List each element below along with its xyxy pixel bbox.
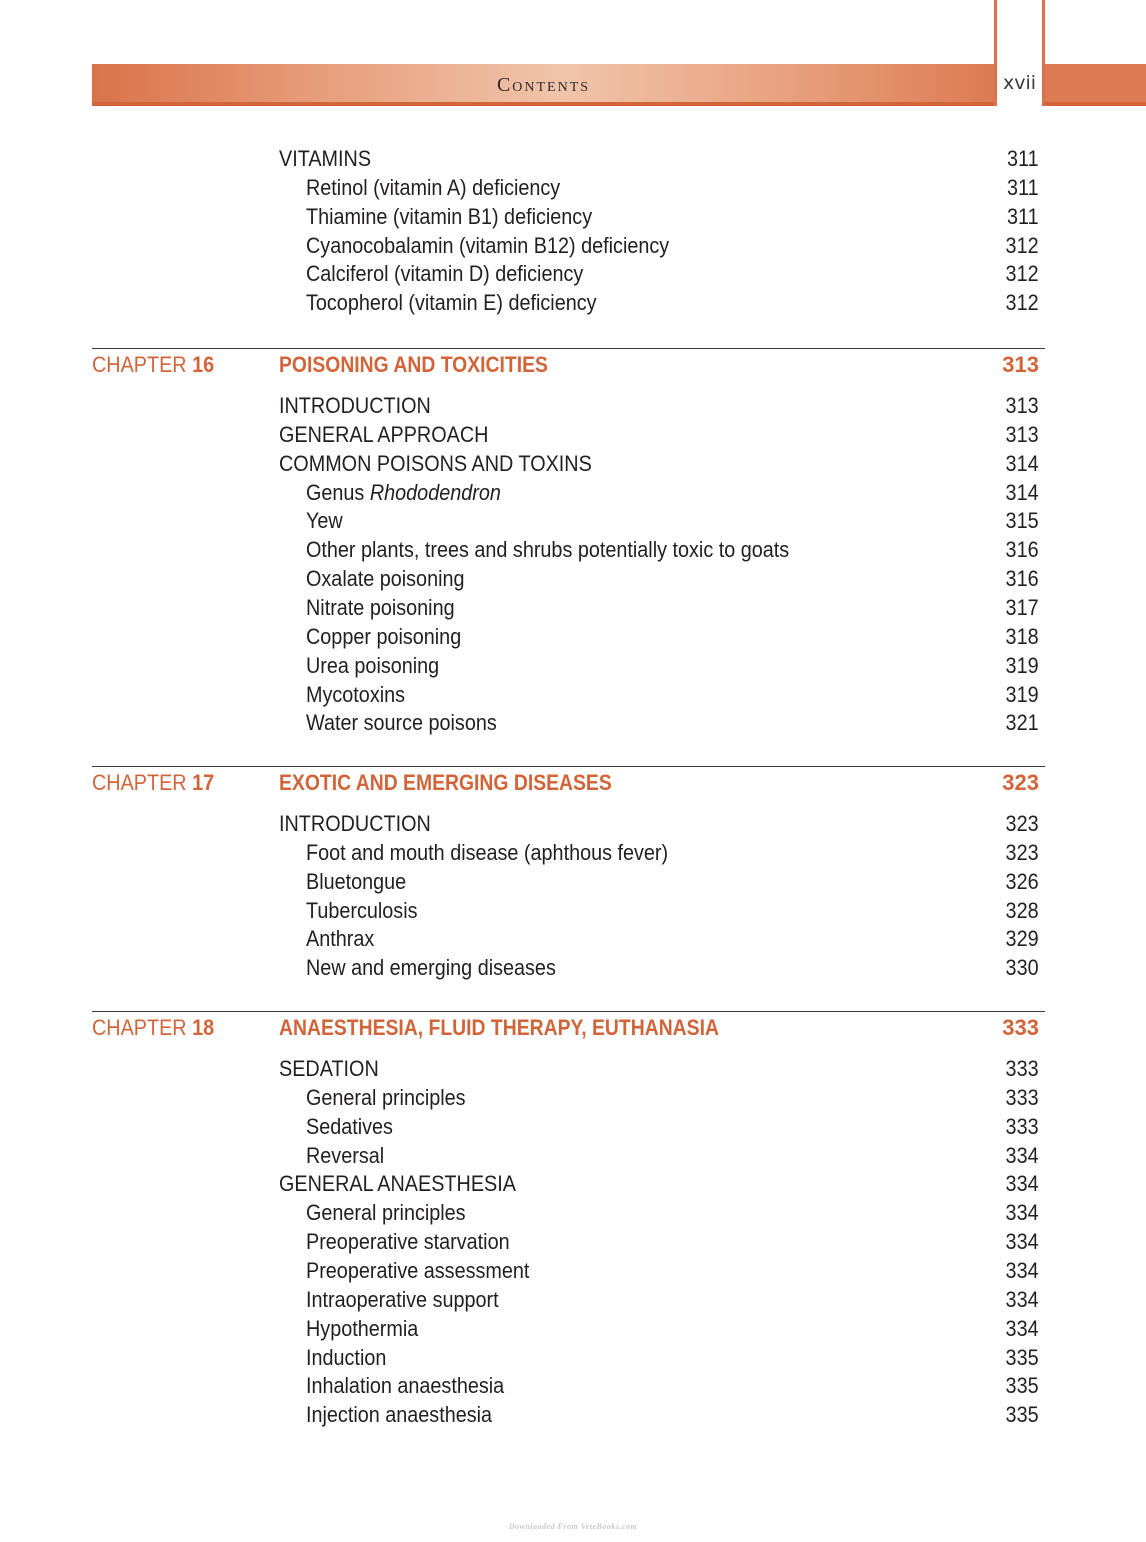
toc-entry-page: 313	[1005, 393, 1039, 418]
toc-entry[interactable]	[279, 1227, 1039, 1256]
toc-entry-label: Nitrate poisoning	[306, 594, 455, 620]
toc-entry[interactable]	[279, 622, 1039, 651]
toc-entry[interactable]	[279, 651, 1039, 680]
chapter-page: 323	[1002, 770, 1039, 795]
toc-entry-label: Bluetongue	[306, 868, 407, 894]
toc-entry-page: 326	[1005, 868, 1039, 894]
toc-entry[interactable]	[279, 1198, 1039, 1227]
toc-entry-label: Tuberculosis	[306, 897, 418, 923]
toc-entry-label: Oxalate poisoning	[306, 566, 465, 592]
toc-entry-page: 323	[1005, 811, 1039, 836]
toc-entry-label: Reversal	[306, 1142, 385, 1168]
toc-entry-page: 319	[1005, 681, 1039, 707]
toc-entry[interactable]	[279, 173, 1039, 202]
toc-entry-label: Sedatives	[306, 1113, 393, 1139]
toc-entry[interactable]	[279, 1083, 1039, 1112]
running-header-band	[92, 64, 995, 106]
watermark: Downloaded From VeteBooks.com	[508, 1522, 638, 1531]
toc-entry[interactable]	[279, 680, 1039, 709]
chapter-title[interactable]: POISONING AND TOXICITIES	[279, 352, 548, 377]
toc-entry[interactable]	[279, 535, 1039, 564]
toc-entry-page: 314	[1005, 479, 1039, 505]
toc-entry[interactable]	[279, 478, 1039, 507]
toc-entry-page: 314	[1005, 450, 1039, 476]
toc-entry-label: Injection anaesthesia	[306, 1402, 493, 1428]
toc-entry-page: 330	[1005, 955, 1039, 981]
toc-entry-page: 335	[1005, 1344, 1039, 1370]
chapter-title[interactable]: EXOTIC AND EMERGING DISEASES	[279, 770, 612, 795]
toc-entry-label: INTRODUCTION	[279, 811, 431, 836]
toc-entry[interactable]	[279, 506, 1039, 535]
toc-entry-label: COMMON POISONS AND TOXINS	[279, 450, 592, 476]
toc-entry[interactable]	[279, 391, 1039, 420]
toc-entry[interactable]	[279, 953, 1039, 982]
toc-entry-page: 334	[1005, 1171, 1039, 1197]
toc-entry-page: 316	[1005, 537, 1039, 563]
toc-entry-page: 311	[1007, 203, 1039, 229]
toc-entry-page: 335	[1005, 1373, 1039, 1399]
toc-entry[interactable]	[279, 259, 1039, 288]
chapter-prefix: CHAPTER	[92, 770, 187, 795]
toc-entry-label: General principles	[306, 1200, 466, 1226]
chapter-prefix: CHAPTER	[92, 1015, 187, 1040]
toc-entry-page: 313	[1005, 421, 1039, 447]
toc-entry[interactable]	[279, 1343, 1039, 1372]
toc-entry-label: VITAMINS	[279, 146, 372, 171]
toc-entry-label-italic: Rhododendron	[369, 479, 501, 505]
toc-entry-label: Calciferol (vitamin D) deficiency	[306, 261, 584, 287]
toc-entry[interactable]	[279, 1314, 1039, 1343]
toc-entry[interactable]	[279, 867, 1039, 896]
chapter-label	[92, 1013, 214, 1042]
chapter-prefix: CHAPTER	[92, 352, 187, 377]
toc-entry-page: 334	[1005, 1257, 1039, 1283]
toc-entry[interactable]	[279, 708, 1039, 737]
toc-entry-label: INTRODUCTION	[279, 393, 431, 418]
toc-entry[interactable]	[279, 144, 1039, 173]
toc-entry[interactable]	[279, 1112, 1039, 1141]
chapter-label	[92, 768, 214, 797]
toc-entry[interactable]	[279, 809, 1039, 838]
toc-entry[interactable]	[279, 1371, 1039, 1400]
toc-entry[interactable]	[279, 593, 1039, 622]
toc-entry[interactable]	[279, 896, 1039, 925]
toc-entry-page: 334	[1005, 1200, 1039, 1226]
toc-entry-label: Intraoperative support	[306, 1286, 499, 1312]
toc-entry-page: 334	[1005, 1229, 1039, 1255]
chapter-title[interactable]: ANAESTHESIA, FLUID THERAPY, EUTHANASIA	[279, 1015, 719, 1040]
toc-entry-page: 323	[1005, 839, 1039, 865]
toc-entry-label: GENERAL ANAESTHESIA	[279, 1171, 516, 1197]
toc-entry-label: Genus	[306, 479, 370, 505]
toc-entry-page: 321	[1005, 710, 1039, 736]
toc-entry[interactable]	[279, 202, 1039, 231]
toc-entry-label: Urea poisoning	[306, 652, 440, 678]
toc-entry-label: Mycotoxins	[306, 681, 406, 707]
chapter-number: 18	[192, 1015, 215, 1040]
toc-entry-label: SEDATION	[279, 1056, 379, 1081]
chapter-rule	[92, 766, 1045, 767]
chapter-label	[92, 350, 214, 379]
toc-entry-label: Preoperative assessment	[306, 1257, 530, 1283]
toc-entry[interactable]	[279, 838, 1039, 867]
toc-entry-page: 334	[1005, 1315, 1039, 1341]
toc-entry-page: 311	[1007, 146, 1039, 171]
toc-entry-page: 312	[1005, 261, 1039, 287]
toc-entry-page: 311	[1007, 174, 1039, 200]
toc-entry[interactable]	[279, 1285, 1039, 1314]
toc-entry-label: Foot and mouth disease (aphthous fever)	[306, 839, 669, 865]
toc-entry[interactable]	[279, 449, 1039, 478]
page-number: xvii	[1002, 72, 1037, 94]
toc-entry-label: Cyanocobalamin (vitamin B12) deficiency	[306, 232, 670, 258]
running-header-band-edge	[1045, 64, 1146, 106]
chapter-rule	[92, 348, 1045, 349]
toc-entry[interactable]	[279, 288, 1039, 317]
toc-entry-page: 317	[1005, 594, 1039, 620]
chapter-rule	[92, 1011, 1045, 1012]
toc-entry-label: Retinol (vitamin A) deficiency	[306, 174, 561, 200]
toc-entry[interactable]	[279, 420, 1039, 449]
toc-entry-page: 315	[1005, 508, 1039, 534]
toc-entry-page: 333	[1005, 1113, 1039, 1139]
toc-entry-label: Preoperative starvation	[306, 1229, 510, 1255]
toc-entry-label: Other plants, trees and shrubs potentially toxic to goats	[306, 537, 790, 563]
toc-entry[interactable]	[279, 1054, 1039, 1083]
chapter-page: 313	[1002, 352, 1039, 377]
toc-entry-page: 334	[1005, 1286, 1039, 1312]
toc-entry-page: 335	[1005, 1402, 1039, 1428]
toc-entry-label: Hypothermia	[306, 1315, 419, 1341]
running-header-title: Contents	[496, 74, 591, 96]
toc-entry[interactable]	[279, 1141, 1039, 1170]
toc-entry-label: General principles	[306, 1084, 466, 1110]
toc-entry-page: 319	[1005, 652, 1039, 678]
toc-entry-label: Anthrax	[306, 926, 375, 952]
toc-entry[interactable]	[279, 1400, 1039, 1429]
toc-entry-label: Copper poisoning	[306, 623, 462, 649]
toc-entry-label: Tocopherol (vitamin E) deficiency	[306, 290, 597, 316]
toc-entry-page: 333	[1005, 1056, 1039, 1081]
toc-entry-page: 333	[1005, 1084, 1039, 1110]
toc-entry-label: Induction	[306, 1344, 387, 1370]
toc-entry-label: Thiamine (vitamin B1) deficiency	[306, 203, 593, 229]
toc-entry[interactable]	[279, 564, 1039, 593]
toc-entry-page: 318	[1005, 623, 1039, 649]
toc-entry-label: Yew	[306, 508, 343, 534]
toc-entry-label: Water source poisons	[306, 710, 497, 736]
toc-entry[interactable]	[279, 1256, 1039, 1285]
toc-entry[interactable]	[279, 1169, 1039, 1198]
toc-entry-page: 312	[1005, 232, 1039, 258]
chapter-number: 17	[192, 770, 215, 795]
toc-entry-page: 329	[1005, 926, 1039, 952]
toc-entry-page: 328	[1005, 897, 1039, 923]
toc-entry[interactable]	[279, 231, 1039, 260]
toc-entry-page: 316	[1005, 566, 1039, 592]
toc-entry-label: Inhalation anaesthesia	[306, 1373, 505, 1399]
chapter-number: 16	[192, 352, 215, 377]
toc-entry-page: 334	[1005, 1142, 1039, 1168]
toc-entry[interactable]	[279, 924, 1039, 953]
chapter-page: 333	[1002, 1015, 1039, 1040]
toc-entry-label: GENERAL APPROACH	[279, 421, 489, 447]
toc-entry-page: 312	[1005, 290, 1039, 316]
toc-entry-label: New and emerging diseases	[306, 955, 556, 981]
